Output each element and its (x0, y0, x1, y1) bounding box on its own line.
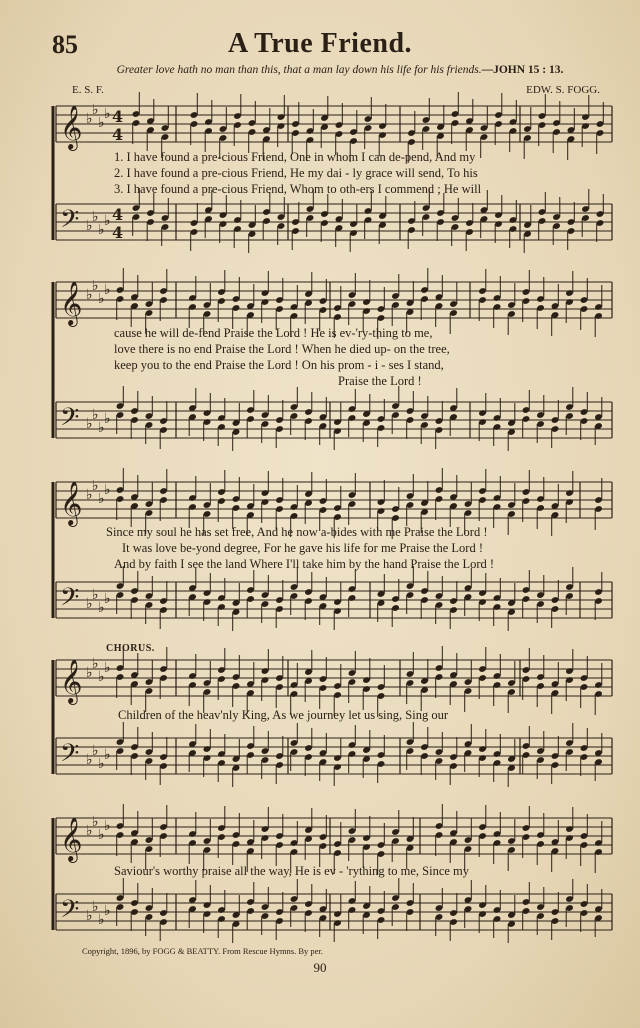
flat-icon: ♭ (92, 407, 99, 423)
flat-icon: ♭ (104, 411, 111, 427)
bass-clef-icon: 𝄢 (60, 583, 80, 618)
flat-icon: ♭ (98, 222, 105, 238)
flat-icon: ♭ (98, 115, 105, 131)
flat-icon: ♭ (98, 912, 105, 928)
flat-icon: ♭ (104, 903, 111, 919)
flat-icon: ♭ (98, 600, 105, 616)
bass-clef-icon: 𝄢 (60, 739, 80, 774)
flat-icon: ♭ (104, 106, 111, 122)
treble-clef-icon: 𝄞 (60, 481, 83, 525)
flat-icon: ♭ (92, 102, 99, 118)
system2-verse2: love there is no end Praise the Lord ! When he died up- on the tree, (114, 342, 450, 356)
flat-icon: ♭ (92, 656, 99, 672)
flat-icon: ♭ (92, 587, 99, 603)
flat-icon: ♭ (92, 209, 99, 225)
system1-verse3: 3. I have found a pre-cious Friend, Whom to oth-ers I commend ; He will (114, 182, 482, 196)
flat-icon: ♭ (98, 756, 105, 772)
flat-icon: ♭ (104, 213, 111, 229)
flat-icon: ♭ (86, 416, 93, 432)
flat-icon: ♭ (86, 111, 93, 127)
lyricist: E. S. F. (72, 84, 104, 96)
flat-icon: ♭ (86, 487, 93, 503)
flat-icon: ♭ (92, 899, 99, 915)
system1-verse2: 2. I have found a pre-cious Friend, He my dai - ly grace will send, To his (114, 166, 478, 180)
flat-icon: ♭ (92, 478, 99, 494)
treble-clef-icon: 𝄞 (60, 817, 83, 861)
flat-icon: ♭ (86, 665, 93, 681)
epigraph-reference: —JOHN 15 : 13. (481, 64, 564, 76)
time-signature-top: 4 (112, 205, 124, 224)
flat-icon: ♭ (98, 420, 105, 436)
flat-icon: ♭ (98, 827, 105, 843)
flat-icon: ♭ (104, 747, 111, 763)
treble-clef-icon: 𝄞 (60, 281, 83, 325)
hymn-title: A True Friend. (227, 28, 413, 59)
bass-clef-icon: 𝄢 (60, 895, 80, 930)
treble-clef-icon: 𝄞 (60, 659, 83, 703)
bass-clef-icon: 𝄢 (60, 403, 80, 438)
chorus-label: CHORUS. (106, 643, 155, 654)
time-signature-top: 4 (112, 107, 124, 126)
flat-icon: ♭ (86, 823, 93, 839)
flat-icon: ♭ (104, 818, 111, 834)
flat-icon: ♭ (86, 752, 93, 768)
flat-icon: ♭ (86, 908, 93, 924)
bass-clef-icon: 𝄢 (60, 205, 80, 240)
flat-icon: ♭ (86, 287, 93, 303)
page-number: 90 (313, 960, 327, 975)
system1-verse1: 1. I have found a pre-cious Friend, One in whom I can de-pend, And my (114, 150, 476, 164)
system2-verse3: keep you to the end Praise the Lord ! On his prom - i - ses I stand, (114, 358, 444, 372)
epigraph-text: Greater love hath no man than this, that a man lay down his life for his friends. (116, 64, 482, 76)
system5-verse1: Saviour's worthy praise all the way, He is ev - 'rything to me, Since my (114, 864, 470, 878)
system3-verse1: Since my soul he has set free, And he now a-bides with me Praise the Lord ! (106, 525, 488, 539)
composer: EDW. S. FOGG. (526, 84, 600, 96)
time-signature-bottom: 4 (112, 125, 124, 144)
flat-icon: ♭ (98, 669, 105, 685)
system2-extra: Praise the Lord ! (338, 374, 422, 388)
time-signature-bottom: 4 (112, 223, 124, 242)
flat-icon: ♭ (104, 591, 111, 607)
system3-verse2: It was love be-yond degree, For he gave his life for me Praise the Lord ! (122, 541, 483, 555)
hymn-number: 85 (52, 30, 78, 59)
flat-icon: ♭ (92, 278, 99, 294)
flat-icon: ♭ (86, 218, 93, 234)
system3-verse3: And by faith I see the land Where I'll take him by the hand Praise the Lord ! (114, 557, 495, 571)
flat-icon: ♭ (92, 743, 99, 759)
system4-verse1: Children of the heav'nly King, As we journey let us sing, Sing our (118, 708, 448, 722)
flat-icon: ♭ (104, 660, 111, 676)
flat-icon: ♭ (98, 291, 105, 307)
flat-icon: ♭ (104, 282, 111, 298)
copyright-notice: Copyright, 1896, by FOGG & BEATTY. From Rescue Hymns. By per. (82, 946, 323, 956)
flat-icon: ♭ (104, 482, 111, 498)
treble-clef-icon: 𝄞 (60, 105, 83, 149)
flat-icon: ♭ (92, 814, 99, 830)
system2-verse1: cause he will de-fend Praise the Lord ! He is ev-'ry-thing to me, (114, 326, 433, 340)
flat-icon: ♭ (86, 596, 93, 612)
flat-icon: ♭ (98, 491, 105, 507)
